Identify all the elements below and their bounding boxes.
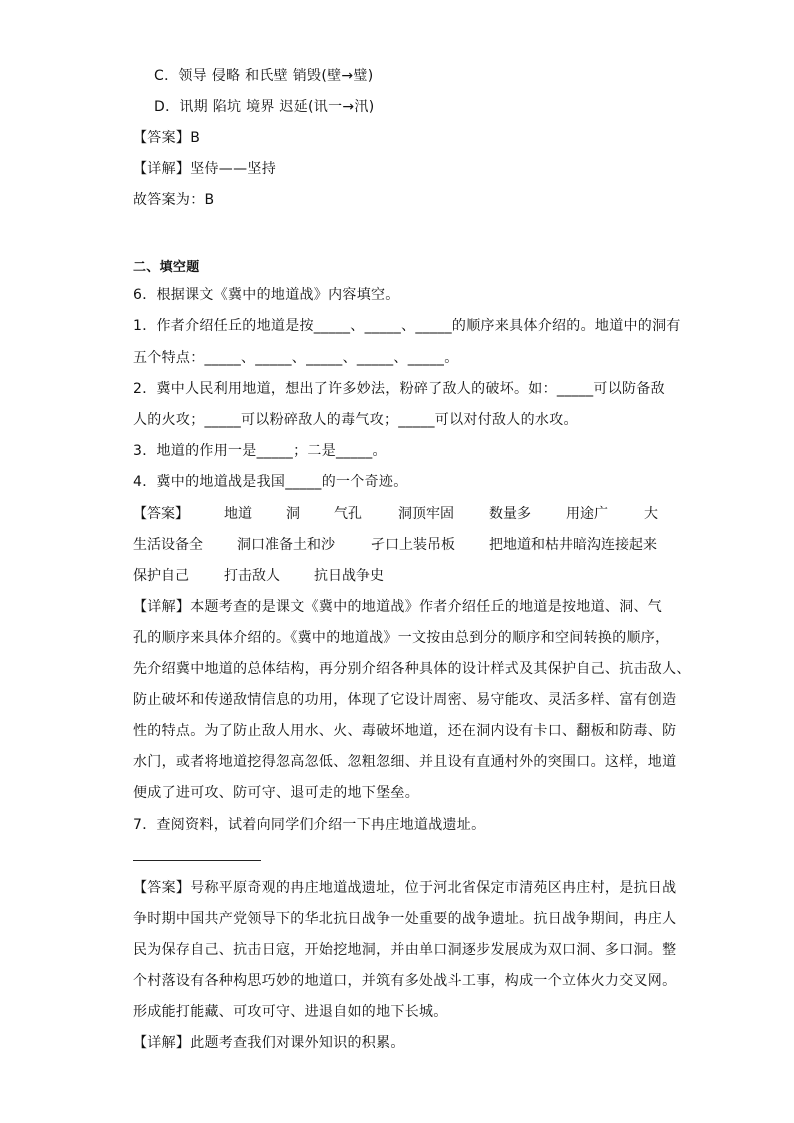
q5-detail: 【详解】坚侍——坚持 (133, 161, 276, 177)
q6-detail-line: 先介绍冀中地道的总体结构，再分别介绍各种具体的设计样式及其保护自己、抗击敌人、 (133, 661, 691, 677)
option-c: C．领导 侵略 和氏壁 销毁(壁→璧) (154, 68, 374, 84)
q7-answer-line: 争时期中国共产党领导下的华北抗日战争一处重要的战争遗址。抗日战争期间，冉庄人 (133, 911, 677, 927)
q6-answer-item: 洞顶牢固 (398, 506, 454, 522)
q6-detail-line: 孔的顺序来具体介绍的。《冀中的地道战》一文按由总到分的顺序和空间转换的顺序， (133, 630, 670, 646)
q6-item1-line1: 1．作者介绍任丘的地道是按_____、_____、_____的顺序来具体介绍的。地道中的洞有 (133, 318, 681, 334)
q7-answer-line: 形成能打能藏、可攻可守、进退自如的地下长城。 (133, 1004, 448, 1020)
section-title: 二、填空题 (133, 260, 200, 275)
q6-answer-item: 保护自己 (133, 568, 189, 584)
q6-answer-item: 大 (644, 506, 658, 522)
q6-item1-line2: 五个特点：_____、_____、_____、_____、_____。 (133, 350, 459, 366)
q7-answer-line: 【答案】号称平原奇观的冉庄地道战遗址，位于河北省保定市清苑区冉庄村，是抗日战 (133, 880, 677, 896)
q6-answer-item: 数量多 (489, 506, 531, 522)
q7-stem: 7．查阅资料，试着向同学们介绍一下冉庄地道战遗址。 (133, 817, 486, 833)
q6-stem: 6．根据课文《冀中的地道战》内容填空。 (133, 287, 400, 303)
q6-answer-item: 抗日战争史 (314, 568, 384, 584)
q6-detail-line: 【详解】本题考查的是课文《冀中的地道战》作者介绍任丘的地道是按地道、洞、气 (133, 599, 663, 615)
q6-answer-item: 生活设备全 (133, 537, 203, 553)
q6-item2-line2: 人的火攻；_____可以粉碎敌人的毒气攻；_____可以对付敌人的水攻。 (133, 412, 578, 428)
q6-detail-line: 防止破坏和传递敌情信息的功用，体现了它设计周密、易守能攻、灵活多样、富有创造 (133, 692, 677, 708)
q6-detail-line: 便成了进可攻、防可守、退可走的地下堡垒。 (133, 785, 419, 801)
q6-answer-item: 孑口上装吊板 (371, 537, 455, 553)
q5-answer: 【答案】B (133, 130, 201, 146)
q6-answer-item: 地道 (224, 506, 252, 522)
q6-detail-line: 水门，或者将地道挖得忽高忽低、忽粗忽细、并且设有直通村外的突围口。这样，地道 (133, 754, 677, 770)
q6-detail-line: 性的特点。为了防止敌人用水、火、毒破坏地道，还在洞内设有卡口、翻板和防毒、防 (133, 723, 677, 739)
q6-item3: 3．地道的作用一是_____；二是_____。 (133, 443, 387, 459)
q7-answer-line: 个村落设有各种构思巧妙的地道口，并筑有多处战斗工事，构成一个立体火力交叉网。 (133, 973, 677, 989)
q6-item4: 4．冀中的地道战是我国_____的一个奇迹。 (133, 474, 408, 490)
q6-answer-item: 用途广 (566, 506, 608, 522)
q6-answer-item: 洞口准备土和沙 (237, 537, 335, 553)
answer-blank-line (133, 860, 261, 861)
q6-answer-label: 【答案】 (133, 506, 189, 522)
q5-conclusion: 故答案为：B (133, 192, 215, 208)
option-d: D．讯期 陷坑 境界 迟延(讯一→汛) (154, 99, 375, 115)
q6-item2-line1: 2．冀中人民利用地道，想出了许多妙法，粉碎了敌人的破坏。如：_____可以防备敌 (133, 381, 665, 397)
q6-answer-item: 洞 (286, 506, 300, 522)
q7-detail: 【详解】此题考查我们对课外知识的积累。 (133, 1035, 405, 1051)
q7-answer-line: 民为保存自己、抗击日寇，开始挖地洞，并由单口洞逐步发展成为双口洞、多口洞。整 (133, 942, 677, 958)
q6-answer-item: 把地道和枯井暗沟连接起来 (489, 537, 657, 553)
q6-answer-item: 气孔 (334, 506, 362, 522)
q6-answer-item: 打击敌人 (224, 568, 280, 584)
